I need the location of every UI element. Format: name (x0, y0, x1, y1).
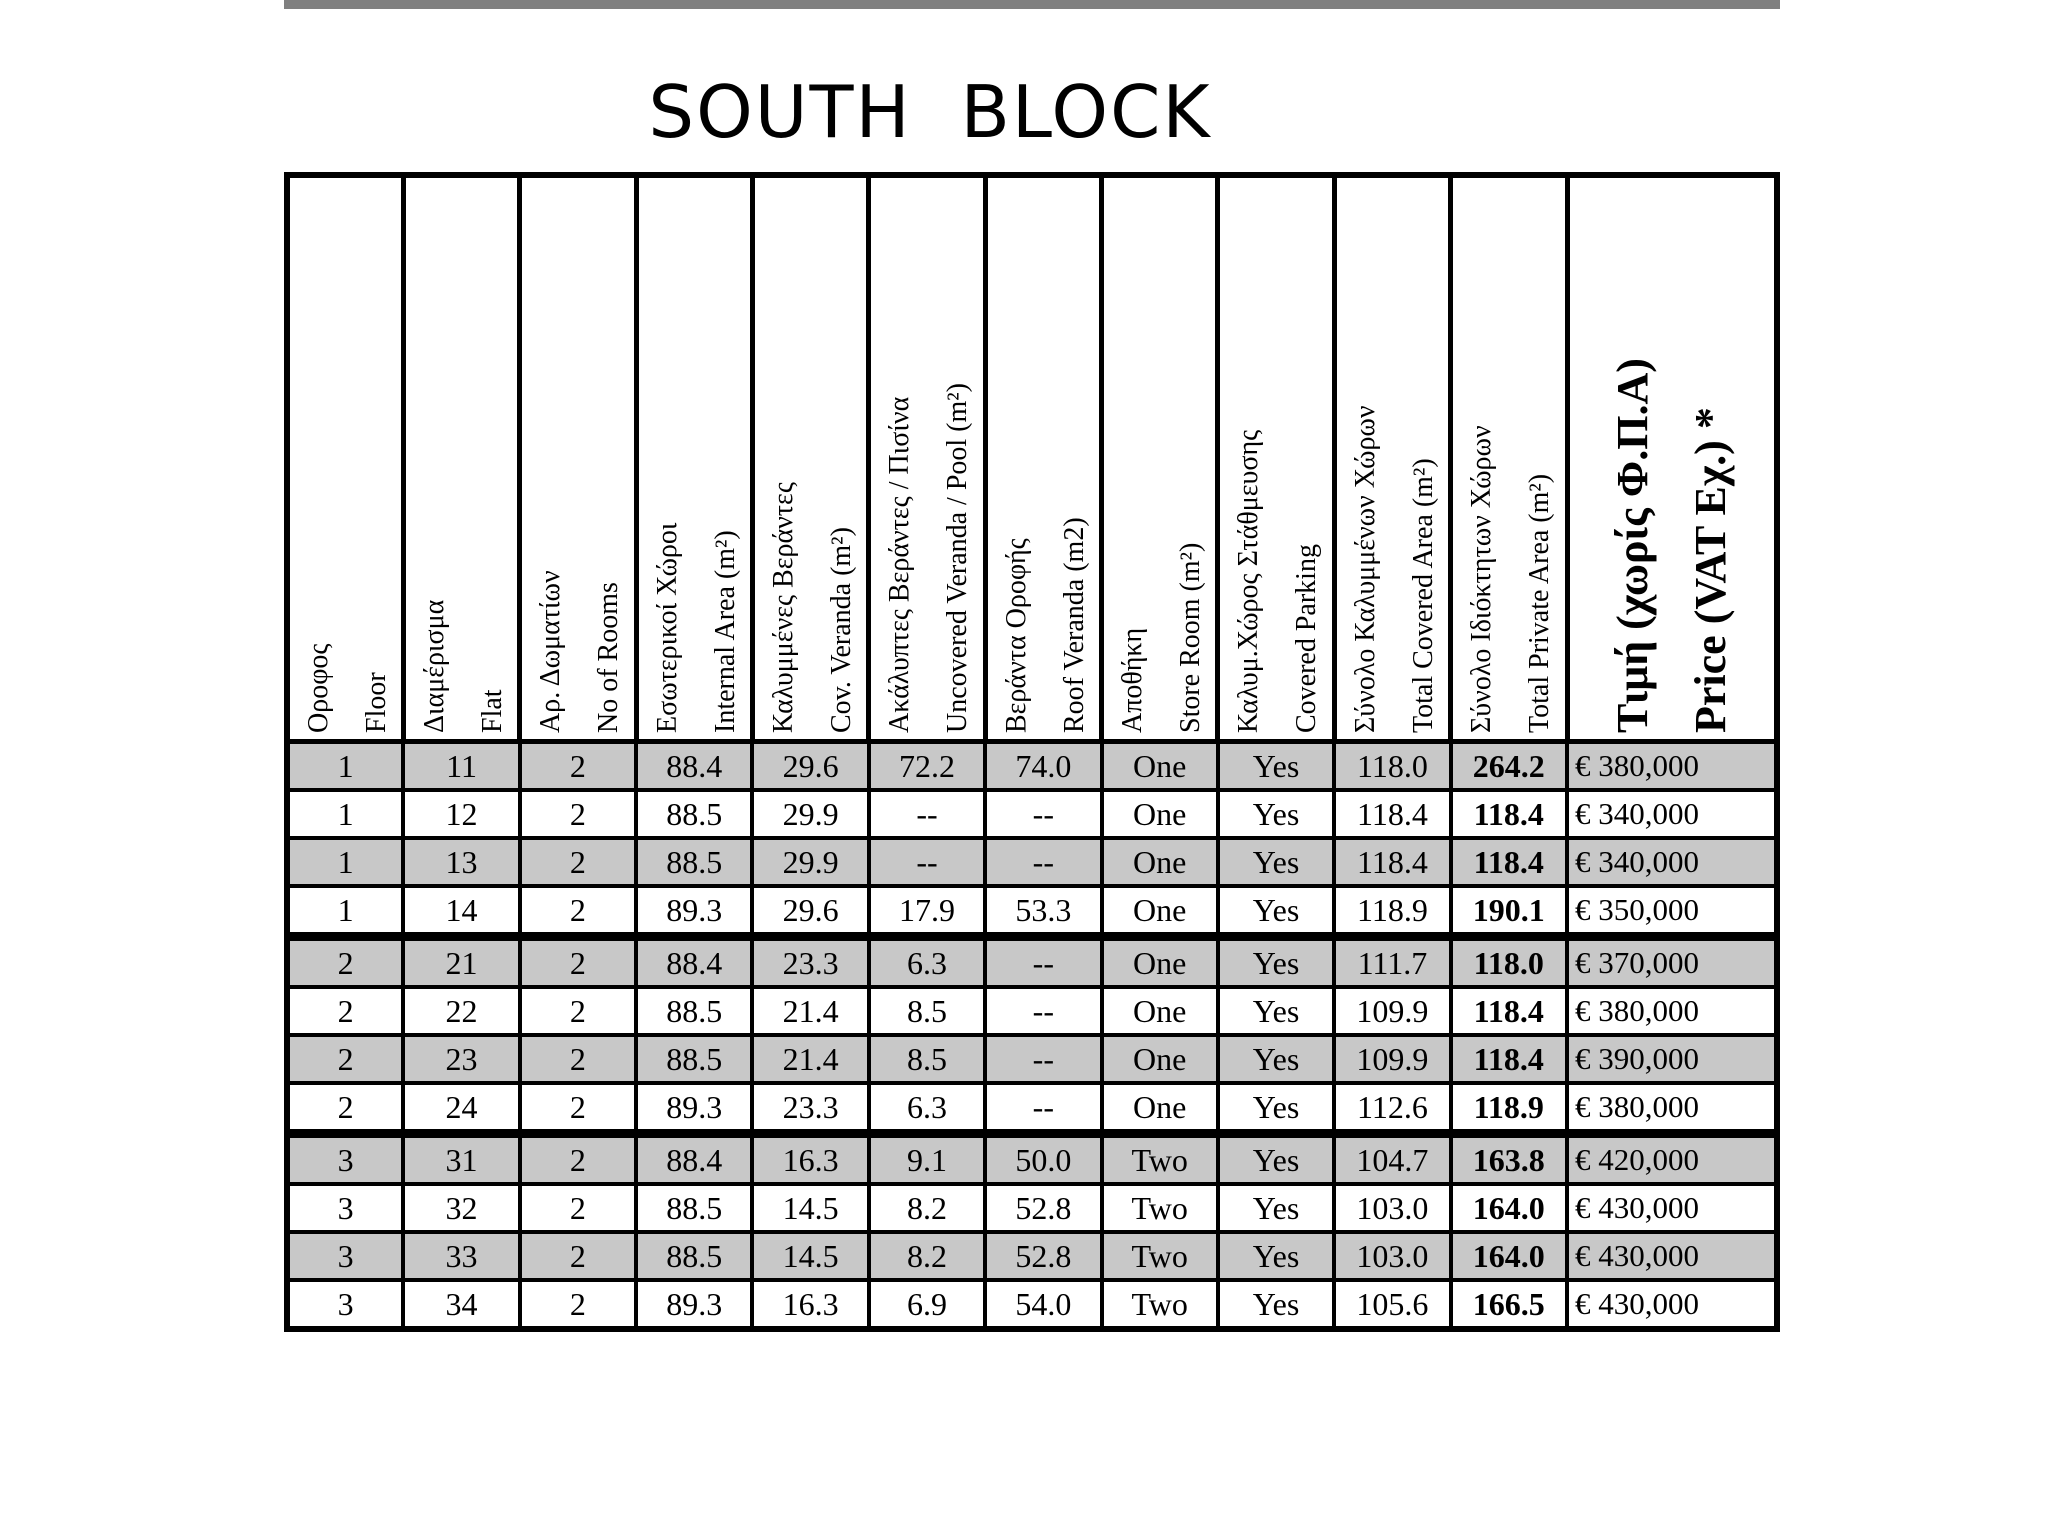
header-english-label: Cov. Veranda (m²) (825, 527, 857, 733)
cell-store-room: One (1102, 1083, 1218, 1134)
cell-total-private-area: 164.0 (1451, 1232, 1567, 1280)
cell-total-private-area: 190.1 (1451, 886, 1567, 937)
cell-rooms: 2 (520, 838, 636, 886)
table-row (287, 838, 1777, 886)
table-row (287, 1184, 1777, 1232)
cell-roof-veranda: 74.0 (985, 742, 1101, 791)
header-english-label: Roof Veranda (m2) (1058, 517, 1090, 733)
cell-flat: 22 (403, 987, 519, 1035)
column-header-rooms (520, 175, 636, 742)
cell-total-private-area: 264.2 (1451, 742, 1567, 791)
cell-uncovered-veranda: 8.5 (869, 1035, 985, 1083)
cell-flat: 34 (403, 1280, 519, 1329)
cell-total-private-area: 118.4 (1451, 838, 1567, 886)
column-header-store-room (1102, 175, 1218, 742)
cell-total-private-area: 164.0 (1451, 1184, 1567, 1232)
cell-total-covered-area: 109.9 (1334, 987, 1450, 1035)
cell-uncovered-veranda: 6.3 (869, 937, 985, 988)
cell-covered-parking: Yes (1218, 1232, 1334, 1280)
cell-rooms: 2 (520, 1232, 636, 1280)
header-greek-label: Οροφος (303, 643, 334, 733)
table-row (287, 1035, 1777, 1083)
cell-price: € 350,000 (1567, 886, 1777, 937)
cell-roof-veranda: -- (985, 987, 1101, 1035)
cell-total-covered-area: 109.9 (1334, 1035, 1450, 1083)
cell-covered-parking: Yes (1218, 987, 1334, 1035)
cell-uncovered-veranda: -- (869, 838, 985, 886)
column-header-label (1220, 181, 1334, 739)
column-header-total-private-area (1451, 175, 1567, 742)
column-header-covered-veranda (752, 175, 868, 742)
page-title: SOUTH BLOCK (648, 70, 1212, 154)
cell-total-private-area: 118.0 (1451, 937, 1567, 988)
cell-uncovered-veranda: 8.2 (869, 1232, 985, 1280)
cell-flat: 32 (403, 1184, 519, 1232)
cell-floor: 1 (287, 838, 403, 886)
header-english-label: Covered Parking (1291, 544, 1323, 733)
cell-uncovered-veranda: 9.1 (869, 1134, 985, 1185)
cell-store-room: One (1102, 742, 1218, 791)
column-header-label (406, 181, 520, 739)
cell-price: € 390,000 (1567, 1035, 1777, 1083)
header-english-label: Floor (361, 672, 392, 733)
cell-internal-area: 88.5 (636, 790, 752, 838)
cell-covered-parking: Yes (1218, 1083, 1334, 1134)
table-row (287, 1232, 1777, 1280)
cell-uncovered-veranda: 6.3 (869, 1083, 985, 1134)
cell-covered-parking: Yes (1218, 937, 1334, 988)
cell-internal-area: 88.5 (636, 1035, 752, 1083)
cell-total-covered-area: 111.7 (1334, 937, 1450, 988)
column-header-label (1594, 181, 1750, 739)
cell-uncovered-veranda: 6.9 (869, 1280, 985, 1329)
cell-uncovered-veranda: 8.5 (869, 987, 985, 1035)
cell-floor: 2 (287, 1035, 403, 1083)
cell-store-room: Two (1102, 1184, 1218, 1232)
cell-covered-parking: Yes (1218, 1184, 1334, 1232)
cell-roof-veranda: -- (985, 790, 1101, 838)
cell-roof-veranda: 52.8 (985, 1232, 1101, 1280)
column-header-label (522, 181, 636, 739)
header-greek-label: Καλυμ.Χώρος Στάθμευσης (1233, 429, 1265, 733)
column-header-flat (403, 175, 519, 742)
cell-roof-veranda: -- (985, 1035, 1101, 1083)
column-header-label (290, 181, 403, 739)
cell-total-covered-area: 118.0 (1334, 742, 1450, 791)
column-header-uncovered-veranda (869, 175, 985, 742)
cell-total-private-area: 163.8 (1451, 1134, 1567, 1185)
cell-covered-veranda: 29.6 (752, 886, 868, 937)
header-greek-label: Τιμή (χωρίς Φ.Π.Α) (1607, 358, 1657, 733)
cell-roof-veranda: -- (985, 838, 1101, 886)
table-row (287, 886, 1777, 937)
cell-floor: 3 (287, 1280, 403, 1329)
cell-price: € 430,000 (1567, 1232, 1777, 1280)
column-header-label (1337, 181, 1451, 739)
cell-total-private-area: 118.4 (1451, 1035, 1567, 1083)
cell-uncovered-veranda: -- (869, 790, 985, 838)
cell-rooms: 2 (520, 1134, 636, 1185)
header-greek-label: Ακάλυπτες Βεράντες / Πισίνα (884, 396, 916, 733)
cell-store-room: Two (1102, 1232, 1218, 1280)
column-header-label (871, 181, 985, 739)
header-english-label: Price (VAT Εχ.) * (1685, 407, 1735, 733)
cell-covered-veranda: 21.4 (752, 987, 868, 1035)
cell-price: € 430,000 (1567, 1184, 1777, 1232)
cell-store-room: Two (1102, 1134, 1218, 1185)
cell-total-private-area: 118.4 (1451, 987, 1567, 1035)
cell-roof-veranda: -- (985, 1083, 1101, 1134)
header-english-label: Internal Area (m²) (709, 530, 741, 733)
cell-covered-parking: Yes (1218, 1134, 1334, 1185)
cell-rooms: 2 (520, 937, 636, 988)
cell-internal-area: 88.4 (636, 1134, 752, 1185)
cell-price: € 380,000 (1567, 1083, 1777, 1134)
cell-floor: 2 (287, 937, 403, 988)
cell-flat: 14 (403, 886, 519, 937)
cell-covered-veranda: 14.5 (752, 1232, 868, 1280)
header-greek-label: Εσωτερικοί Χώροι (651, 522, 683, 733)
cell-rooms: 2 (520, 1280, 636, 1329)
cell-rooms: 2 (520, 1083, 636, 1134)
column-header-label (755, 181, 869, 739)
cell-roof-veranda: 52.8 (985, 1184, 1101, 1232)
column-header-roof-veranda (985, 175, 1101, 742)
cell-internal-area: 89.3 (636, 1280, 752, 1329)
cell-covered-veranda: 29.9 (752, 790, 868, 838)
cell-rooms: 2 (520, 1035, 636, 1083)
header-greek-label: Βεράντα Οροφής (1000, 538, 1032, 733)
column-header-internal-area (636, 175, 752, 742)
header-greek-label: Αρ. Δωματίων (535, 570, 567, 733)
header-english-label: Total Private Area (m²) (1524, 473, 1556, 733)
cell-floor: 1 (287, 790, 403, 838)
price-list-table (284, 172, 1780, 1332)
cell-price: € 430,000 (1567, 1280, 1777, 1329)
cell-covered-veranda: 29.9 (752, 838, 868, 886)
cell-store-room: Two (1102, 1280, 1218, 1329)
column-header-covered-parking (1218, 175, 1334, 742)
cell-roof-veranda: 54.0 (985, 1280, 1101, 1329)
header-greek-label: Διαμέρισμα (418, 599, 450, 733)
header-greek-label: Σύνολο Ιδιόκτητων Χώρων (1466, 425, 1498, 733)
cell-floor: 2 (287, 1083, 403, 1134)
cell-floor: 1 (287, 886, 403, 937)
cell-store-room: One (1102, 886, 1218, 937)
cell-total-private-area: 118.4 (1451, 790, 1567, 838)
cell-covered-parking: Yes (1218, 790, 1334, 838)
column-header-label (988, 181, 1102, 739)
cell-internal-area: 88.5 (636, 838, 752, 886)
cell-floor: 3 (287, 1184, 403, 1232)
cell-floor: 1 (287, 742, 403, 791)
cell-uncovered-veranda: 8.2 (869, 1184, 985, 1232)
cell-flat: 21 (403, 937, 519, 988)
table-row (287, 987, 1777, 1035)
cell-total-covered-area: 118.9 (1334, 886, 1450, 937)
cell-internal-area: 88.4 (636, 937, 752, 988)
cell-covered-parking: Yes (1218, 742, 1334, 791)
cell-covered-veranda: 29.6 (752, 742, 868, 791)
cell-total-covered-area: 112.6 (1334, 1083, 1450, 1134)
column-header-total-covered-area (1334, 175, 1450, 742)
cell-flat: 31 (403, 1134, 519, 1185)
cell-store-room: One (1102, 1035, 1218, 1083)
header-english-label: No of Rooms (593, 582, 625, 733)
cell-store-room: One (1102, 838, 1218, 886)
header-english-label: Flat (476, 689, 508, 733)
cell-covered-parking: Yes (1218, 838, 1334, 886)
cell-rooms: 2 (520, 886, 636, 937)
table-row (287, 1083, 1777, 1134)
cell-floor: 2 (287, 987, 403, 1035)
cell-rooms: 2 (520, 987, 636, 1035)
cell-price: € 420,000 (1567, 1134, 1777, 1185)
cell-roof-veranda: 50.0 (985, 1134, 1101, 1185)
cell-flat: 11 (403, 742, 519, 791)
cell-covered-parking: Yes (1218, 1035, 1334, 1083)
cell-total-covered-area: 103.0 (1334, 1232, 1450, 1280)
cell-internal-area: 89.3 (636, 886, 752, 937)
cell-flat: 33 (403, 1232, 519, 1280)
cell-total-covered-area: 118.4 (1334, 838, 1450, 886)
cell-internal-area: 88.5 (636, 1184, 752, 1232)
cell-covered-veranda: 14.5 (752, 1184, 868, 1232)
top-divider (284, 0, 1780, 9)
cell-floor: 3 (287, 1232, 403, 1280)
cell-roof-veranda: 53.3 (985, 886, 1101, 937)
cell-internal-area: 88.5 (636, 1232, 752, 1280)
cell-rooms: 2 (520, 790, 636, 838)
cell-store-room: One (1102, 987, 1218, 1035)
cell-price: € 380,000 (1567, 742, 1777, 791)
cell-price: € 370,000 (1567, 937, 1777, 988)
cell-covered-veranda: 23.3 (752, 937, 868, 988)
cell-total-private-area: 166.5 (1451, 1280, 1567, 1329)
cell-price: € 340,000 (1567, 790, 1777, 838)
column-header-floor (287, 175, 403, 742)
cell-flat: 13 (403, 838, 519, 886)
cell-rooms: 2 (520, 1184, 636, 1232)
cell-internal-area: 89.3 (636, 1083, 752, 1134)
cell-floor: 3 (287, 1134, 403, 1185)
header-english-label: Total Covered Area (m²) (1407, 458, 1439, 733)
cell-uncovered-veranda: 72.2 (869, 742, 985, 791)
header-english-label: Uncovered Veranda / Pool (m²) (942, 383, 974, 733)
cell-price: € 380,000 (1567, 987, 1777, 1035)
cell-store-room: One (1102, 937, 1218, 988)
cell-flat: 12 (403, 790, 519, 838)
table-row (287, 1280, 1777, 1329)
table-row (287, 937, 1777, 988)
cell-uncovered-veranda: 17.9 (869, 886, 985, 937)
cell-covered-veranda: 21.4 (752, 1035, 868, 1083)
cell-total-covered-area: 104.7 (1334, 1134, 1450, 1185)
table-row (287, 790, 1777, 838)
cell-store-room: One (1102, 790, 1218, 838)
column-header-label (639, 181, 753, 739)
cell-flat: 24 (403, 1083, 519, 1134)
header-english-label: Store Room (m²) (1175, 542, 1207, 733)
header-greek-label: Σύνολο Καλυμμένων Χώρων (1349, 405, 1381, 733)
header-greek-label: Αποθήκη (1117, 627, 1149, 733)
column-header-label (1453, 181, 1567, 739)
cell-price: € 340,000 (1567, 838, 1777, 886)
cell-flat: 23 (403, 1035, 519, 1083)
table-body (287, 742, 1777, 1330)
table-row (287, 742, 1777, 791)
cell-internal-area: 88.5 (636, 987, 752, 1035)
cell-covered-parking: Yes (1218, 886, 1334, 937)
cell-internal-area: 88.4 (636, 742, 752, 791)
price-list-table-container (284, 172, 1780, 1322)
table-row (287, 1134, 1777, 1185)
cell-roof-veranda: -- (985, 937, 1101, 988)
cell-total-covered-area: 105.6 (1334, 1280, 1450, 1329)
header-greek-label: Καλυμμένες Βεράντες (767, 482, 799, 733)
cell-covered-veranda: 23.3 (752, 1083, 868, 1134)
cell-total-covered-area: 103.0 (1334, 1184, 1450, 1232)
cell-covered-veranda: 16.3 (752, 1134, 868, 1185)
cell-rooms: 2 (520, 742, 636, 791)
column-header-price (1567, 175, 1777, 742)
column-header-label (1104, 181, 1218, 739)
header-row (287, 175, 1777, 742)
cell-total-covered-area: 118.4 (1334, 790, 1450, 838)
cell-covered-veranda: 16.3 (752, 1280, 868, 1329)
cell-total-private-area: 118.9 (1451, 1083, 1567, 1134)
cell-covered-parking: Yes (1218, 1280, 1334, 1329)
